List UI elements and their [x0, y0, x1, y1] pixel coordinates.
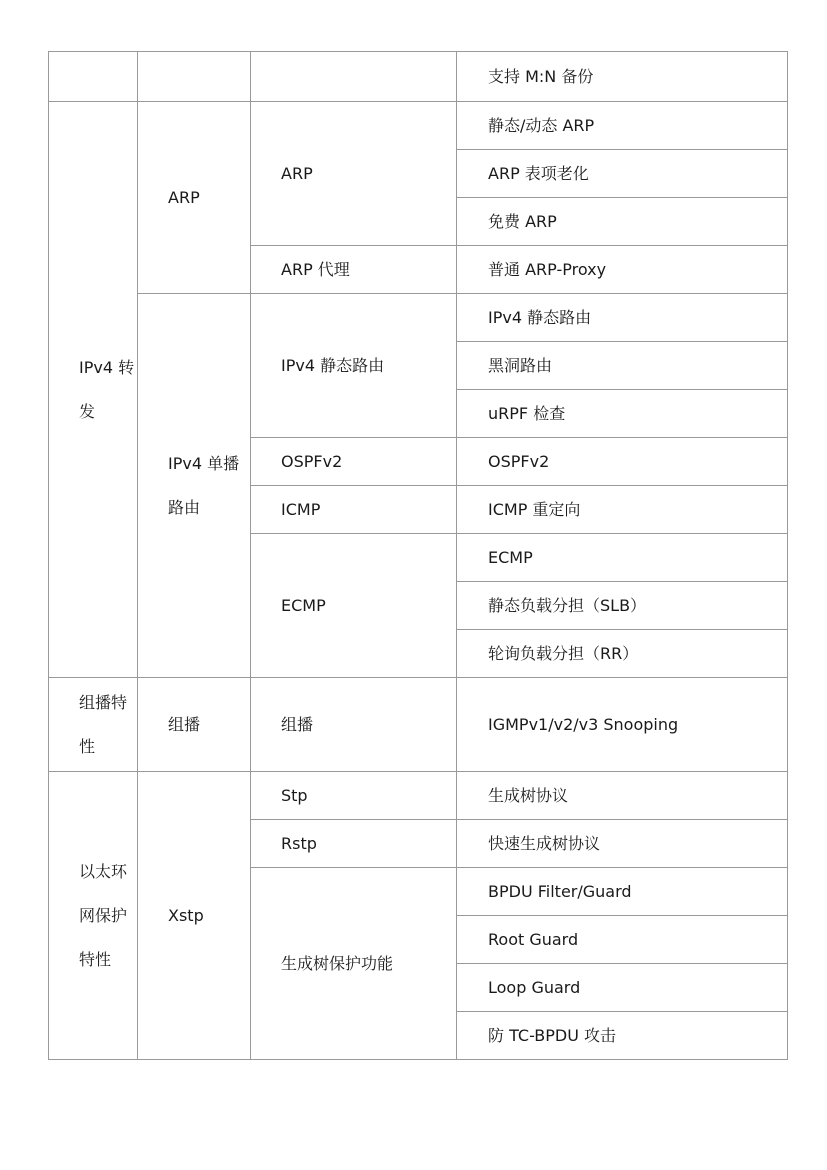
- feature-detail-cell: 轮询负载分担（RR）: [457, 630, 788, 678]
- feature-detail-cell: ICMP 重定向: [457, 486, 788, 534]
- feature-detail-cell: 生成树协议: [457, 772, 788, 820]
- feature-detail-cell: 静态负载分担（SLB）: [457, 582, 788, 630]
- category-cell: [49, 772, 138, 1060]
- feature-detail-cell: 快速生成树协议: [457, 820, 788, 868]
- module-cell: ARP: [138, 102, 251, 294]
- feature-detail-cell: OSPFv2: [457, 438, 788, 486]
- feature-detail-cell: BPDU Filter/Guard: [457, 868, 788, 916]
- table-row: [49, 294, 788, 342]
- sub-feature-cell: 组播: [251, 678, 457, 772]
- category-label: 以太环网保护特性: [79, 861, 128, 969]
- sub-feature-cell: ECMP: [251, 534, 457, 678]
- sub-feature-cell: ARP 代理: [251, 246, 457, 294]
- category-cell: [49, 678, 138, 772]
- module-cell: Xstp: [138, 772, 251, 1060]
- sub-feature-cell-empty: [251, 52, 457, 102]
- table-row: [49, 678, 788, 772]
- category-label: IPv4 转发: [79, 357, 135, 421]
- feature-detail-cell: IGMPv1/v2/v3 Snooping: [457, 678, 788, 772]
- sub-feature-cell: OSPFv2: [251, 438, 457, 486]
- feature-detail-cell: Root Guard: [457, 916, 788, 964]
- feature-detail-cell: 黑洞路由: [457, 342, 788, 390]
- category-label: 组播特性: [79, 692, 128, 756]
- feature-detail-cell: IPv4 静态路由: [457, 294, 788, 342]
- feature-detail-cell: ARP 表项老化: [457, 150, 788, 198]
- feature-detail-cell: uRPF 检查: [457, 390, 788, 438]
- feature-detail-cell: Loop Guard: [457, 964, 788, 1012]
- sub-feature-cell: ARP: [251, 102, 457, 246]
- sub-feature-cell: ICMP: [251, 486, 457, 534]
- sub-feature-cell: 生成树保护功能: [251, 868, 457, 1060]
- feature-detail-cell: 支持 M:N 备份: [457, 52, 788, 102]
- sub-feature-cell: Rstp: [251, 820, 457, 868]
- sub-feature-cell: Stp: [251, 772, 457, 820]
- module-cell: 组播: [138, 678, 251, 772]
- module-cell-empty: [138, 52, 251, 102]
- table-row: [49, 52, 788, 102]
- table-row: [49, 102, 788, 150]
- feature-detail-cell: 普通 ARP-Proxy: [457, 246, 788, 294]
- feature-detail-cell: 免费 ARP: [457, 198, 788, 246]
- category-cell: [49, 102, 138, 678]
- feature-detail-cell: 防 TC-BPDU 攻击: [457, 1012, 788, 1060]
- module-label: IPv4 单播路由: [168, 453, 240, 517]
- feature-spec-table: [48, 51, 788, 1060]
- sub-feature-cell: IPv4 静态路由: [251, 294, 457, 438]
- module-cell: [138, 294, 251, 678]
- feature-detail-cell: 静态/动态 ARP: [457, 102, 788, 150]
- feature-detail-cell: ECMP: [457, 534, 788, 582]
- table-row: [49, 772, 788, 820]
- category-cell-empty: [49, 52, 138, 102]
